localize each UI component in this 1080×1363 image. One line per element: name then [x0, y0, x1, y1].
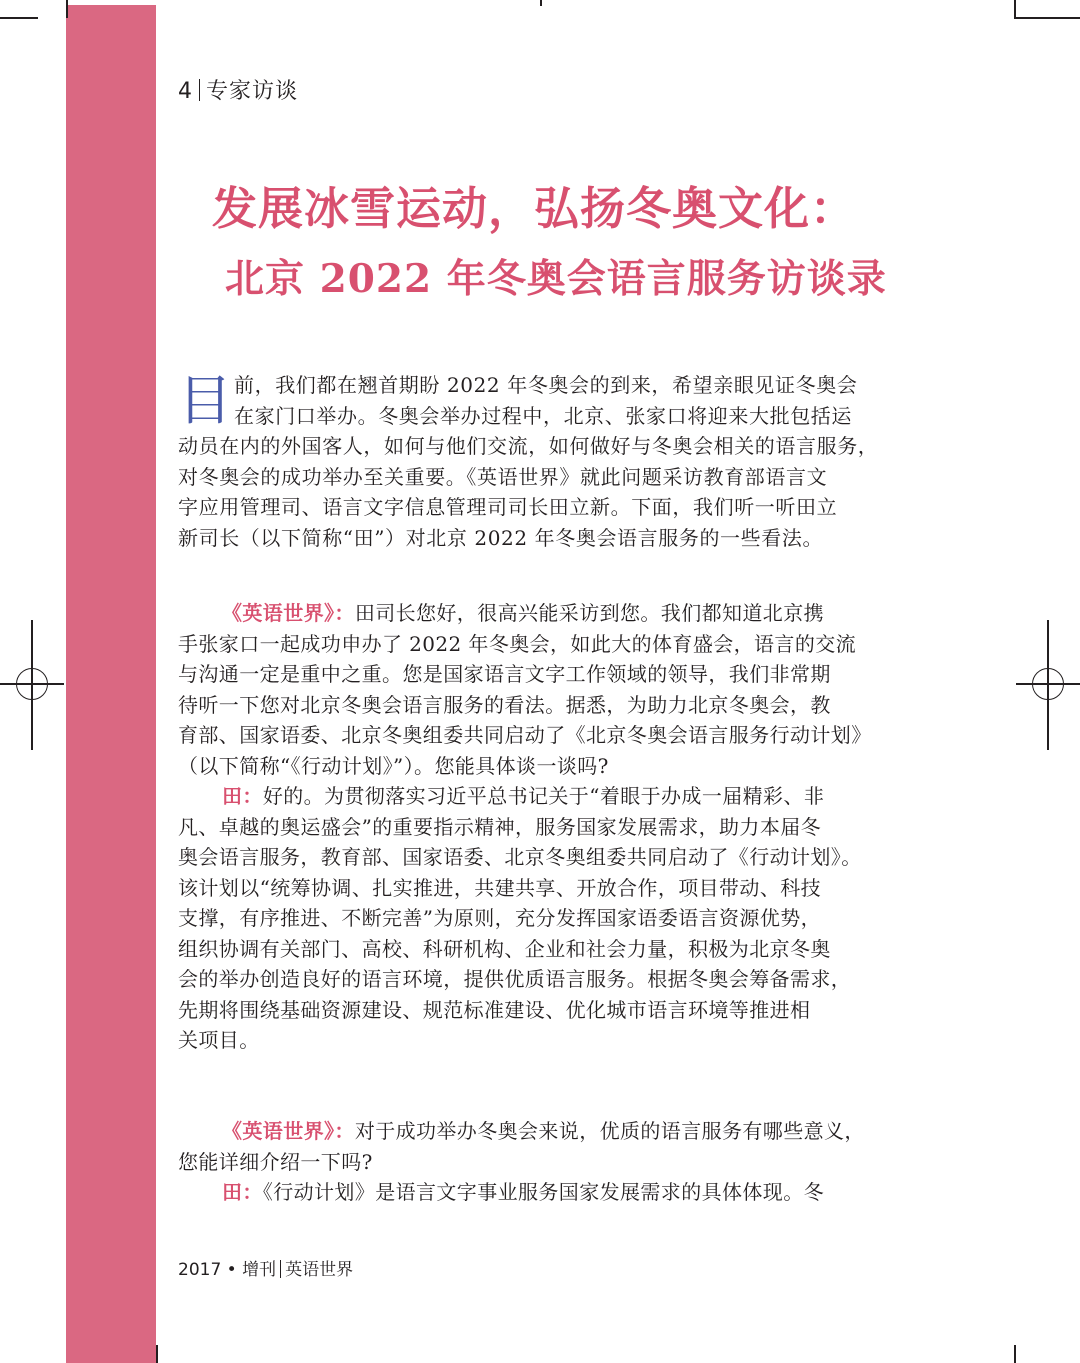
crop-mark [156, 1345, 158, 1363]
question-line: 手张家口一起成功申办了 2022 年冬奥会，如此大的体育盛会，语言的交流 [178, 631, 857, 656]
answer-line: 关项目。 [178, 1028, 260, 1052]
drop-cap: 目 [178, 369, 232, 432]
answer-line: 组织协调有关部门、高校、科研机构、企业和社会力量，积极为北京冬奥 [178, 936, 831, 961]
answer-line: 会的举办创造良好的语言环境，提供优质语言服务。根据冬奥会筹备需求， [178, 967, 852, 991]
question-line: 待听一下您对北京冬奥会语言服务的看法。据悉，为助力北京冬奥会，教 [178, 692, 831, 717]
answer-line: 该计划以“统筹协调、扎实推进，共建共享、开放合作，项目带动、科技 [178, 875, 822, 900]
intro-line: 字应用管理司、语言文字信息管理司司长田立新。下面，我们听一听田立 [178, 495, 838, 519]
crop-mark [0, 17, 38, 19]
registration-target-icon [1032, 668, 1064, 700]
answer-line: 奥会语言服务，教育部、国家语委、北京冬奥组委共同启动了《行动计划》。 [178, 845, 862, 869]
crop-mark [1014, 0, 1016, 18]
registration-target-icon [16, 668, 48, 700]
answer-text: 好的。为贯彻落实习近平总书记关于“着眼于办成一届精彩、非 [262, 784, 825, 808]
footer-magazine: 英语世界 [285, 1260, 354, 1280]
question-line: 您能详细介绍一下吗? [178, 1149, 373, 1174]
question-line [178, 598, 890, 629]
intro-line: 对冬奥会的成功举办至关重要。《英语世界》就此问题采访教育部语言文 [178, 464, 828, 489]
answer-text: 《行动计划》是语言文字事业服务国家发展需求的具体体现。冬 [262, 1180, 825, 1204]
question-line: 与沟通一定是重中之重。您是国家语言文字工作领域的领导，我们非常期 [178, 662, 831, 686]
crop-mark [540, 0, 542, 6]
answer-line: 支撑，有序推进、不断完善”为原则，充分发挥国家语委语言资源优势， [178, 906, 822, 930]
question-label: 《英语世界》： [222, 601, 355, 625]
question-label: 《英语世界》： [222, 1119, 355, 1143]
intro-line: 动员在内的外国客人，如何与他们交流，如何做好与冬奥会相关的语言服务， [178, 434, 879, 458]
intro-line: 在家门口举办。冬奥会举办过程中，北京、张家口将迎来大批包括运 [234, 403, 852, 428]
answer-line [178, 1177, 890, 1208]
question-line: （以下简称“《行动计划》”）。您能具体谈一谈吗? [178, 753, 609, 778]
footer-year: 2017 [178, 1260, 222, 1280]
article-title: 发展冰雪运动，弘扬冬奥文化： [212, 182, 857, 235]
answer-label: 田： [222, 1180, 263, 1204]
article-subtitle: 北京 2022 年冬奥会语言服务访谈录 [225, 256, 887, 302]
pink-sidebar [66, 5, 156, 1363]
answer-line: 凡、卓越的奥运盛会”的重要指示精神，服务国家发展需求，助力本届冬 [178, 814, 822, 839]
section-name: 专家访谈 [206, 79, 299, 104]
running-header [178, 74, 298, 105]
question-text: 田司长您好，很高兴能采访到您。我们都知道北京携 [354, 601, 825, 625]
intro-paragraph [178, 370, 890, 553]
crop-mark [1014, 1345, 1016, 1363]
answer-label: 田： [222, 784, 263, 808]
footer-dot: • [226, 1260, 237, 1280]
intro-line: 新司长（以下简称“田”）对北京 2022 年冬奥会语言服务的一些看法。 [178, 525, 824, 550]
question-line: 育部、国家语委、北京冬奥组委共同启动了《北京冬奥会语言服务行动计划》 [178, 723, 872, 747]
crop-mark [66, 0, 68, 18]
footer-issue: 增刊 [242, 1260, 277, 1280]
crop-mark [1014, 17, 1080, 19]
qa-block-2 [178, 1116, 890, 1208]
question-text: 对于成功举办冬奥会来说，优质的语言服务有哪些意义， [354, 1119, 865, 1143]
question-line [178, 1116, 890, 1147]
qa-block-1 [178, 598, 890, 1056]
page-number: 4 [178, 79, 193, 104]
page-footer [178, 1255, 353, 1280]
answer-line: 先期将围绕基础资源建设、规范标准建设、优化城市语言环境等推进相 [178, 997, 811, 1022]
footer-divider [280, 1260, 281, 1278]
intro-line: 前，我们都在翘首期盼 2022 年冬奥会的到来，希望亲眼见证冬奥会 [234, 373, 858, 397]
answer-line [178, 781, 890, 812]
header-divider [199, 79, 200, 101]
